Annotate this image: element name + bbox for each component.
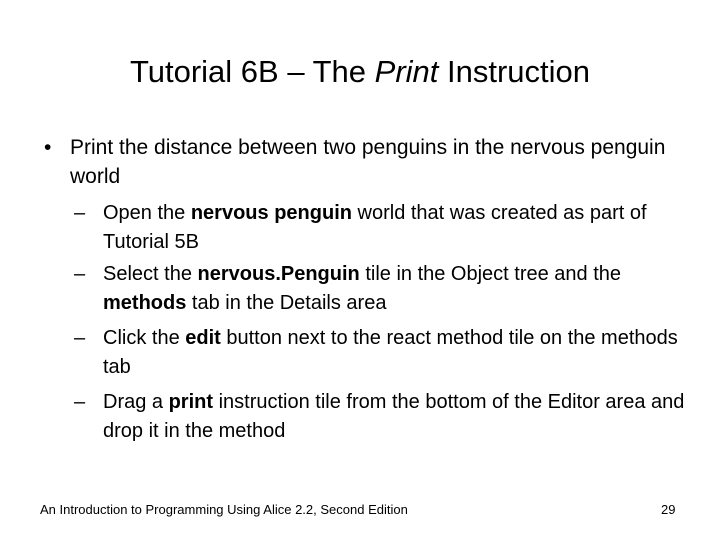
footer-text: An Introduction to Programming Using Alice 2.2, Second Edition [40, 502, 408, 517]
sub-item-marker: – [74, 202, 86, 224]
sub-item-text-part: Drag a [103, 391, 169, 413]
slide-title [0, 52, 720, 92]
sub-item-marker: – [74, 391, 86, 413]
sub-item-marker: – [74, 263, 86, 285]
sub-item-text [74, 260, 694, 318]
sub-item-text-part: tab in the Details area [186, 292, 387, 314]
bullet-item [44, 133, 684, 191]
sub-item-bold-term: print [168, 391, 214, 413]
bullet-text: Print the distance between two penguins in the nervous penguin world [70, 136, 666, 188]
bullet-marker: • [44, 136, 52, 159]
title-suffix: Instruction [438, 54, 591, 89]
title-prefix: Tutorial 6B – The [129, 54, 375, 89]
page-number: 29 [661, 502, 676, 517]
sub-item-bold-term: edit [185, 327, 221, 349]
sub-item-text-part: Select the [103, 263, 198, 285]
sub-item-text-part: instruction tile from the bottom of the Editor area and drop it in the method [103, 391, 685, 442]
sub-item-text-part: button next to the react method tile on the methods tab [103, 327, 678, 378]
sub-item-text-part: Click the [103, 327, 186, 349]
title-emphasis: Print [374, 54, 439, 89]
sub-item-text-part: world that was created as part of Tutorial 5B [103, 202, 647, 253]
sub-item-text-part: tile in the Object tree and the [359, 263, 622, 285]
sub-item-text [74, 324, 694, 382]
sub-item-bold-term: nervous penguin [190, 202, 352, 224]
sub-item-open-world [74, 199, 694, 257]
sub-item-select-tile [74, 260, 694, 318]
sub-item-bold-term: methods [103, 292, 187, 314]
sub-item-bold-term: nervous.Penguin [197, 263, 360, 285]
sub-item-click-edit [74, 324, 694, 382]
sub-item-text [74, 199, 694, 257]
sub-item-text [74, 388, 694, 446]
sub-item-text-part: Open the [103, 202, 191, 224]
sub-item-drag-print [74, 388, 694, 446]
sub-item-marker: – [74, 327, 86, 349]
